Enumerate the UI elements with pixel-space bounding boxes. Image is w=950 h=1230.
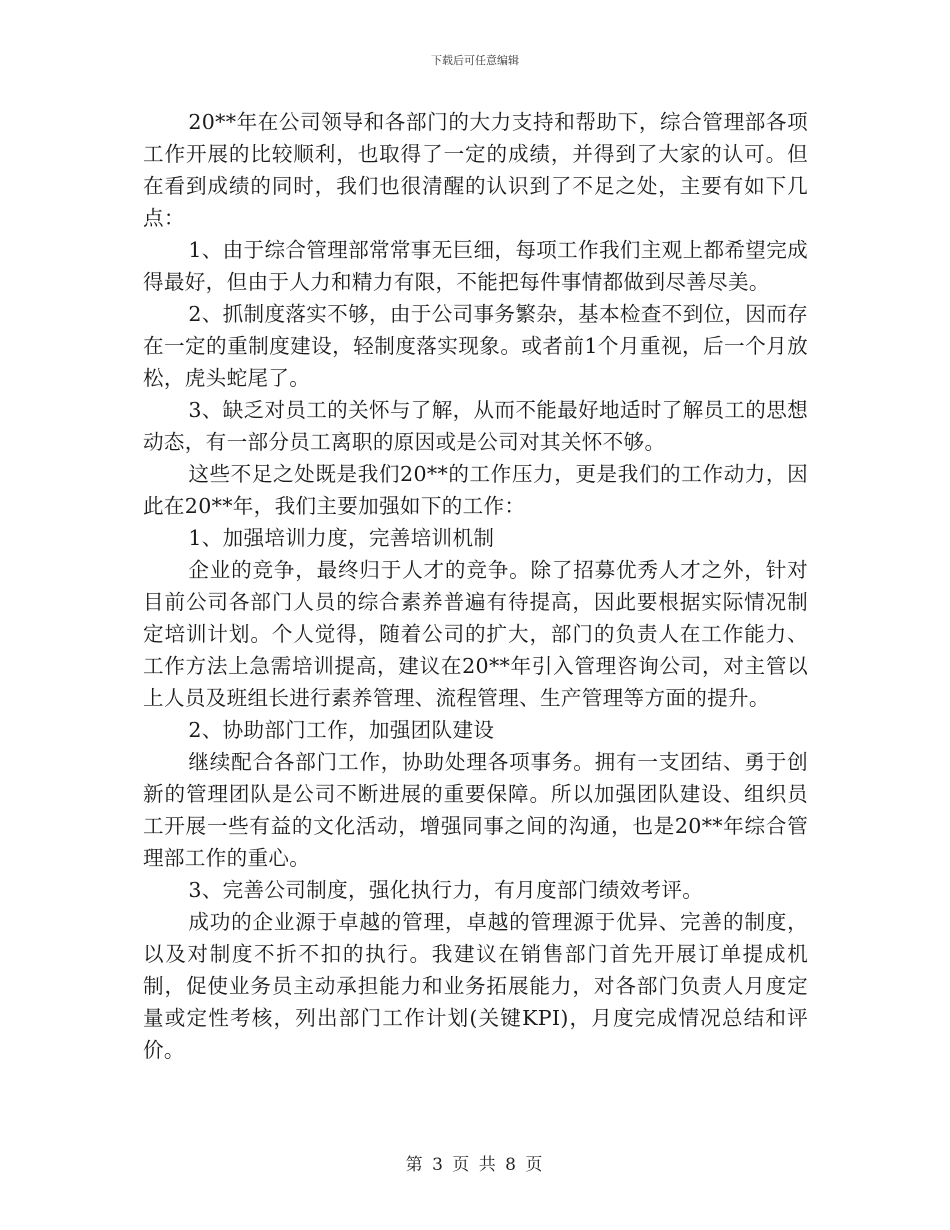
- section-heading: 1、加强培训力度，完善培训机制: [188, 526, 495, 550]
- page-number-footer: 第 3 页 共 8 页: [405, 1155, 545, 1175]
- paragraph: 继续配合各部门工作，协助处理各项事务。拥有一支团结、勇于创新的管理团队是公司不断进展的重要保障。所以加强团队建设、组织员工开展一些有益的文化活动，增强同事之间的沟通，也是20**年综合管理部工作的重心。: [143, 750, 808, 870]
- paragraph: 20**年在公司领导和各部门的大力支持和帮助下，综合管理部各项工作开展的比较顺利，也取得了一定的成绩，并得到了大家的认可。但在看到成绩的同时，我们也很清醒的认识到了不足之处，主要有如下几点：: [143, 110, 808, 230]
- paragraph: 企业的竞争，最终归于人才的竞争。除了招募优秀人才之外，针对目前公司各部门人员的综合素养普遍有待提高，因此要根据实际情况制定培训计划。个人觉得，随着公司的扩大，部门的负责人在工作能力、工作方法上急需培训提高，建议在20**年引入管理咨询公司，对主管以上人员及班组长进行素养管理、流程管理、生产管理等方面的提升。: [143, 558, 808, 710]
- section-heading: 2、协助部门工作，加强团队建设: [188, 718, 495, 742]
- document-body: [143, 106, 808, 1066]
- section-heading: 3、完善公司制度，强化执行力，有月度部门绩效考评。: [188, 878, 704, 902]
- paragraph: 这些不足之处既是我们20**的工作压力，更是我们的工作动力，因此在20**年，我们主要加强如下的工作：: [143, 462, 808, 518]
- paragraph: 3、缺乏对员工的关怀与了解，从而不能最好地适时了解员工的思想动态，有一部分员工离职的原因或是公司对其关怀不够。: [143, 398, 808, 454]
- paragraph: 2、抓制度落实不够，由于公司事务繁杂，基本检查不到位，因而存在一定的重制度建设，轻制度落实现象。或者前1个月重视，后一个月放松，虎头蛇尾了。: [143, 302, 808, 390]
- paragraph: 成功的企业源于卓越的管理，卓越的管理源于优异、完善的制度，以及对制度不折不扣的执行。我建议在销售部门首先开展订单提成机制，促使业务员主动承担能力和业务拓展能力，对各部门负责人月度定量或定性考核，列出部门工作计划(关键KPI)，月度完成情况总结和评价。: [143, 910, 808, 1062]
- page-header: 下载后可任意编辑: [431, 54, 519, 67]
- paragraph: 1、由于综合管理部常常事无巨细，每项工作我们主观上都希望完成得最好，但由于人力和精力有限，不能把每件事情都做到尽善尽美。: [143, 238, 808, 294]
